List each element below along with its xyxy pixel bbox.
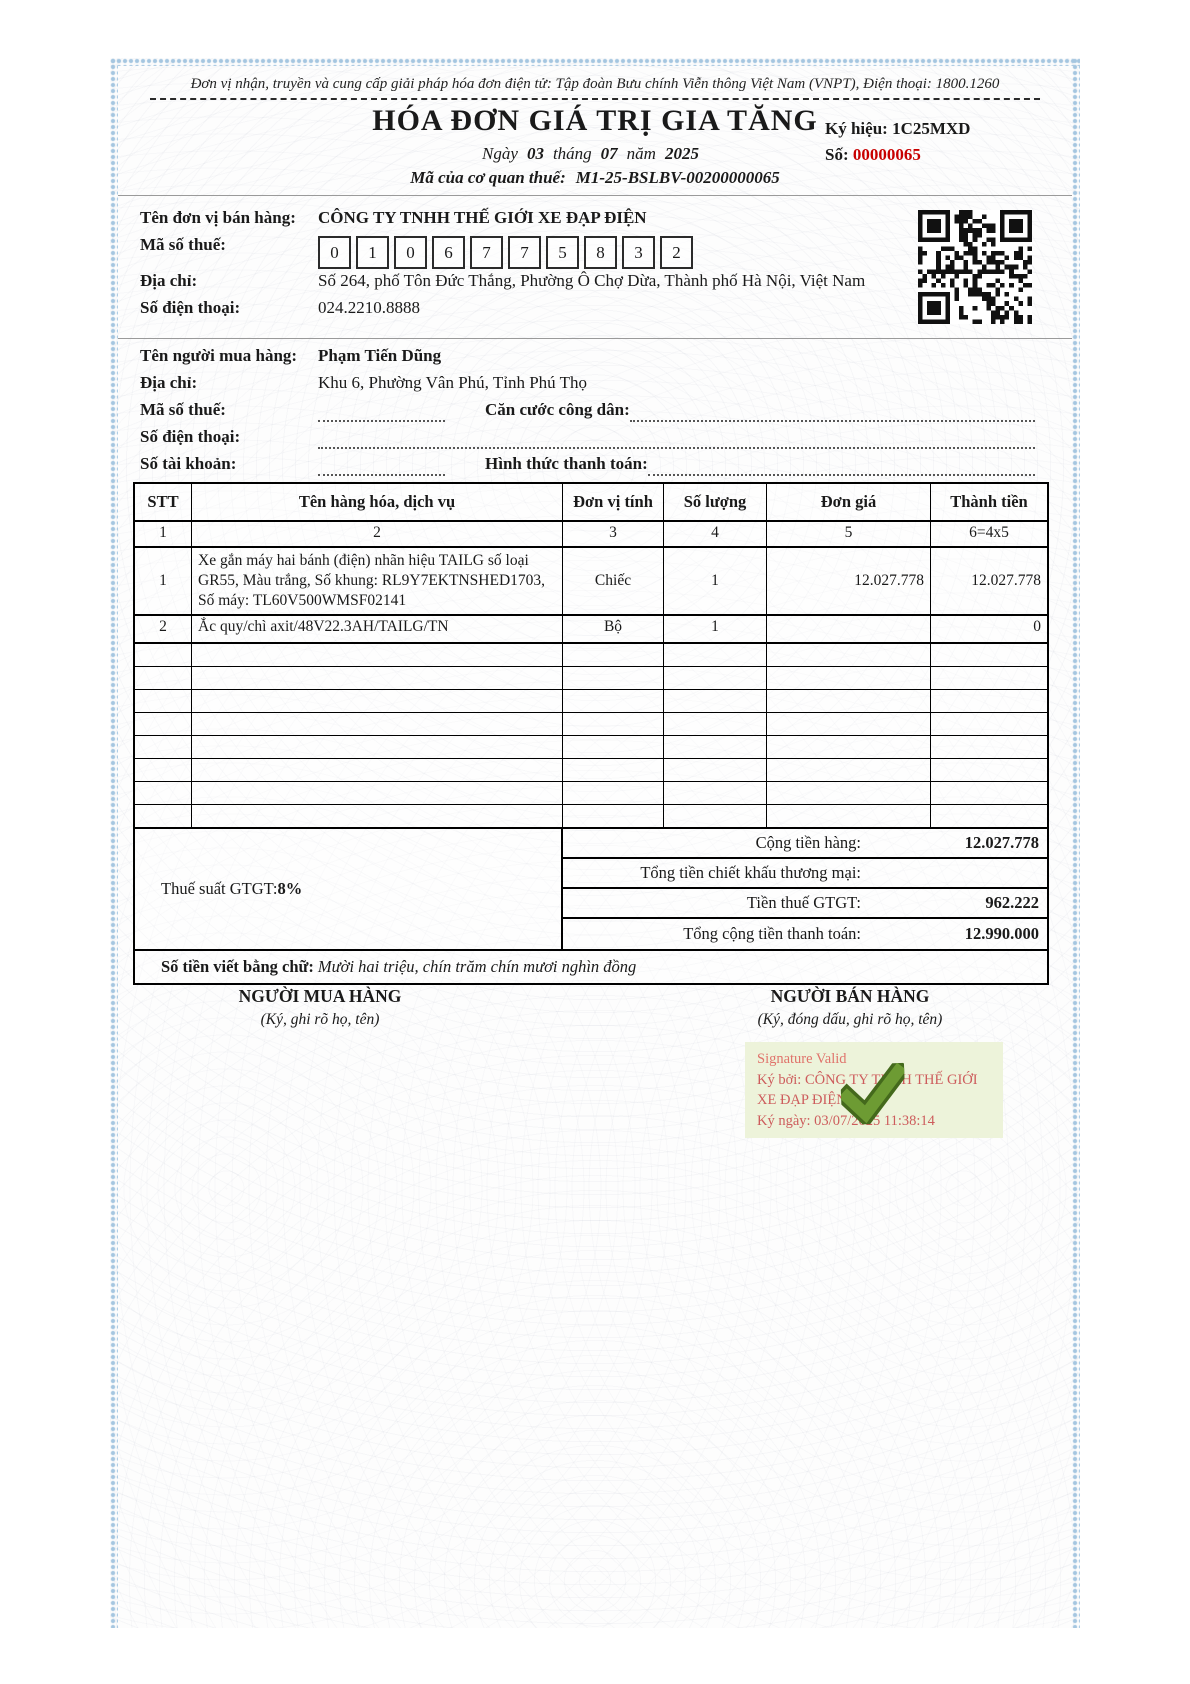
dashed-separator — [150, 98, 1040, 100]
total-value: 12.027.778 — [964, 833, 1039, 852]
seller-signature-block — [700, 986, 1000, 1029]
tax-authority-code-value: M1-25-BSLBV-00200000065 — [575, 168, 780, 187]
col-number: 1 — [135, 522, 192, 546]
vat-rate-value: 8% — [277, 879, 303, 898]
serial-block — [825, 116, 970, 168]
item-unit: Bộ — [563, 616, 664, 642]
col-number: 5 — [767, 522, 931, 546]
buyer-account-row — [140, 454, 1035, 481]
buyer-name-value: Phạm Tiến Dũng — [318, 346, 442, 365]
payment-method-blank-field — [648, 454, 1035, 476]
buyer-id-blank-field — [630, 400, 1035, 422]
seller-tax-digit-boxes — [318, 236, 693, 269]
buyer-name-row — [140, 346, 1035, 373]
col-header-qty: Số lượng — [664, 484, 767, 520]
ornamental-border-right — [1072, 58, 1080, 1628]
total-label: Tổng cộng tiền thanh toán: — [683, 924, 861, 943]
buyer-address-value: Khu 6, Phường Vân Phú, Tỉnh Phú Thọ — [318, 373, 587, 392]
col-number: 6=4x5 — [969, 524, 1009, 541]
buyer-tax-blank-field — [318, 400, 445, 422]
tax-digit-box: 3 — [622, 236, 655, 269]
tax-digit-box: 0 — [318, 236, 351, 269]
col-header-price: Đơn giá — [767, 484, 931, 520]
table-empty-row — [135, 667, 1047, 690]
item-name: Ắc quy/chì axit/48V22.3AH/TAILG/TN — [192, 616, 563, 642]
invoice-sheet — [110, 58, 1080, 1628]
buyer-tax-label: Mã số thuế: — [140, 400, 226, 419]
buyer-tax-id-row — [140, 400, 1035, 427]
tax-digit-box: 1 — [356, 236, 389, 269]
seller-tax-row — [140, 235, 1035, 271]
invoice-number-line — [825, 142, 970, 168]
total-label: Tổng tiền chiết khấu thương mại: — [640, 863, 861, 882]
digital-signature-stamp — [745, 1042, 1003, 1138]
total-label: Cộng tiền hàng: — [755, 833, 861, 852]
separator-line — [118, 338, 1072, 339]
table-header-row — [135, 484, 1047, 522]
buyer-address-label: Địa chỉ: — [140, 373, 198, 392]
separator-line — [118, 195, 1072, 196]
total-row-grand-total — [563, 919, 1047, 949]
buyer-id-label: Căn cước công dân: — [485, 400, 630, 419]
buyer-account-blank-field — [318, 454, 445, 476]
table-empty-row — [135, 713, 1047, 736]
invoice-number-value: 00000065 — [852, 145, 921, 164]
col-number: 2 — [192, 522, 563, 546]
buyer-phone-blank-field — [318, 427, 1035, 449]
qr-code — [918, 210, 1032, 324]
amount-in-words-row — [135, 949, 1047, 983]
totals-section — [135, 829, 1047, 949]
table-empty-row — [135, 644, 1047, 667]
table-row — [135, 548, 1047, 616]
seller-name-value: CÔNG TY TNHH THẾ GIỚI XE ĐẠP ĐIỆN — [318, 208, 647, 227]
seller-section — [140, 208, 1035, 325]
amount-in-words-label: Số tiền viết bằng chữ: — [161, 957, 314, 976]
total-label: Tiền thuế GTGT: — [746, 893, 861, 912]
amount-in-words-value: Mười hai triệu, chín trăm chín mươi nghìn đồng — [317, 957, 637, 976]
tax-digit-box: 0 — [394, 236, 427, 269]
signature-valid-text: Signature Valid — [757, 1051, 847, 1067]
buyer-section — [140, 346, 1035, 481]
total-value: 12.990.000 — [964, 924, 1039, 943]
total-row-subtotal — [563, 829, 1047, 859]
total-row-discount — [563, 859, 1047, 889]
item-name: Xe gắn máy hai bánh (điện) nhãn hiệu TAILG số loại GR55, Màu trắng, Số khung: RL9Y7EKTNSHED1703, Số máy: TL60V500WMSF02141 — [192, 548, 563, 614]
item-stt: 1 — [135, 548, 192, 614]
tax-authority-code-label: Mã của cơ quan thuế: — [410, 168, 566, 187]
buyer-signature-note: (Ký, ghi rõ họ, tên) — [260, 1011, 380, 1028]
table-empty-row — [135, 759, 1047, 782]
col-header-amount: Thành tiền — [950, 492, 1028, 511]
col-header-stt: STT — [135, 484, 192, 520]
table-row — [135, 616, 1047, 644]
payment-method-label: Hình thức thanh toán: — [485, 454, 648, 473]
item-qty: 1 — [664, 616, 767, 642]
vat-rate-label: Thuế suất GTGT: — [161, 879, 278, 898]
ornamental-border-left — [110, 58, 118, 1628]
totals-rows — [563, 829, 1047, 949]
table-empty-row — [135, 736, 1047, 759]
serial-line — [825, 116, 970, 142]
date-word: Ngày — [482, 144, 518, 163]
serial-value: 1C25MXD — [892, 119, 971, 138]
tax-authority-code-line — [110, 168, 1080, 188]
signed-date-text: Ký ngày: 03/07/2025 11:38:14 — [757, 1112, 935, 1129]
ornamental-border-top — [110, 58, 1080, 66]
signed-by-text: Ký bởi: CÔNG TY TNHH THẾ GIỚI XE ĐẠP ĐIỆN — [757, 1071, 978, 1109]
seller-name-label: Tên đơn vị bán hàng: — [140, 208, 296, 227]
date-word: tháng — [552, 144, 592, 163]
col-header-unit: Đơn vị tính — [563, 484, 664, 520]
check-mark-icon — [840, 1063, 906, 1125]
date-year: 2025 — [664, 144, 699, 163]
item-amount: 12.027.778 — [971, 572, 1041, 589]
tax-digit-box: 7 — [470, 236, 503, 269]
buyer-name-label: Tên người mua hàng: — [140, 346, 298, 365]
buyer-account-label: Số tài khoản: — [140, 454, 237, 473]
date-month: 07 — [600, 144, 618, 163]
invoice-title: HÓA ĐƠN GIÁ TRỊ GIA TĂNG — [372, 104, 818, 137]
tax-digit-box: 6 — [432, 236, 465, 269]
tax-digit-box: 8 — [584, 236, 617, 269]
seller-phone-row — [140, 298, 1035, 325]
total-value: 962.222 — [985, 893, 1039, 912]
table-empty-row — [135, 782, 1047, 805]
seller-signature-title: NGƯỜI BÁN HÀNG — [770, 986, 930, 1006]
seller-address-value: Số 264, phố Tôn Đức Thắng, Phường Ô Chợ Dừa, Thành phố Hà Nội, Việt Nam — [318, 271, 866, 290]
col-header-name: Tên hàng hóa, dịch vụ — [192, 484, 563, 520]
table-empty-row — [135, 690, 1047, 713]
date-word: năm — [626, 144, 656, 163]
col-number: 3 — [563, 522, 664, 546]
seller-phone-value: 024.2210.8888 — [318, 298, 420, 317]
item-price: 12.027.778 — [767, 548, 931, 614]
buyer-signature-title: NGƯỜI MUA HÀNG — [238, 986, 402, 1006]
vat-rate-cell — [135, 829, 563, 949]
date-day: 03 — [526, 144, 544, 163]
seller-tax-label: Mã số thuế: — [140, 235, 226, 254]
buyer-phone-row — [140, 427, 1035, 454]
invoice-number-label: Số: — [825, 145, 849, 164]
buyer-phone-label: Số điện thoại: — [140, 427, 241, 446]
seller-signature-note: (Ký, đóng dấu, ghi rõ họ, tên) — [757, 1011, 943, 1028]
tax-digit-box: 7 — [508, 236, 541, 269]
item-stt: 2 — [135, 616, 192, 642]
buyer-signature-block — [170, 986, 470, 1029]
item-price — [767, 616, 931, 642]
serial-label: Ký hiệu: — [825, 119, 888, 138]
buyer-address-row — [140, 373, 1035, 400]
tax-digit-box: 2 — [660, 236, 693, 269]
column-number-row — [135, 522, 1047, 548]
seller-phone-label: Số điện thoại: — [140, 298, 241, 317]
provider-line: Đơn vị nhận, truyền và cung cấp giải pháp hóa đơn điện tử: Tập đoàn Bưu chính Viễn thông Việt Nam (VNPT), Điện thoại: 1800.1260 — [190, 76, 1000, 92]
total-row-vat — [563, 889, 1047, 919]
item-qty: 1 — [664, 548, 767, 614]
empty-rows-group — [135, 644, 1047, 829]
item-unit: Chiếc — [563, 548, 664, 614]
table-empty-row — [135, 805, 1047, 829]
tax-digit-box: 5 — [546, 236, 579, 269]
seller-address-label: Địa chỉ: — [140, 271, 198, 290]
col-number: 4 — [664, 522, 767, 546]
items-table — [133, 482, 1049, 985]
seller-name-row — [140, 208, 1035, 235]
seller-address-row — [140, 271, 1035, 298]
item-amount: 0 — [1033, 618, 1041, 635]
